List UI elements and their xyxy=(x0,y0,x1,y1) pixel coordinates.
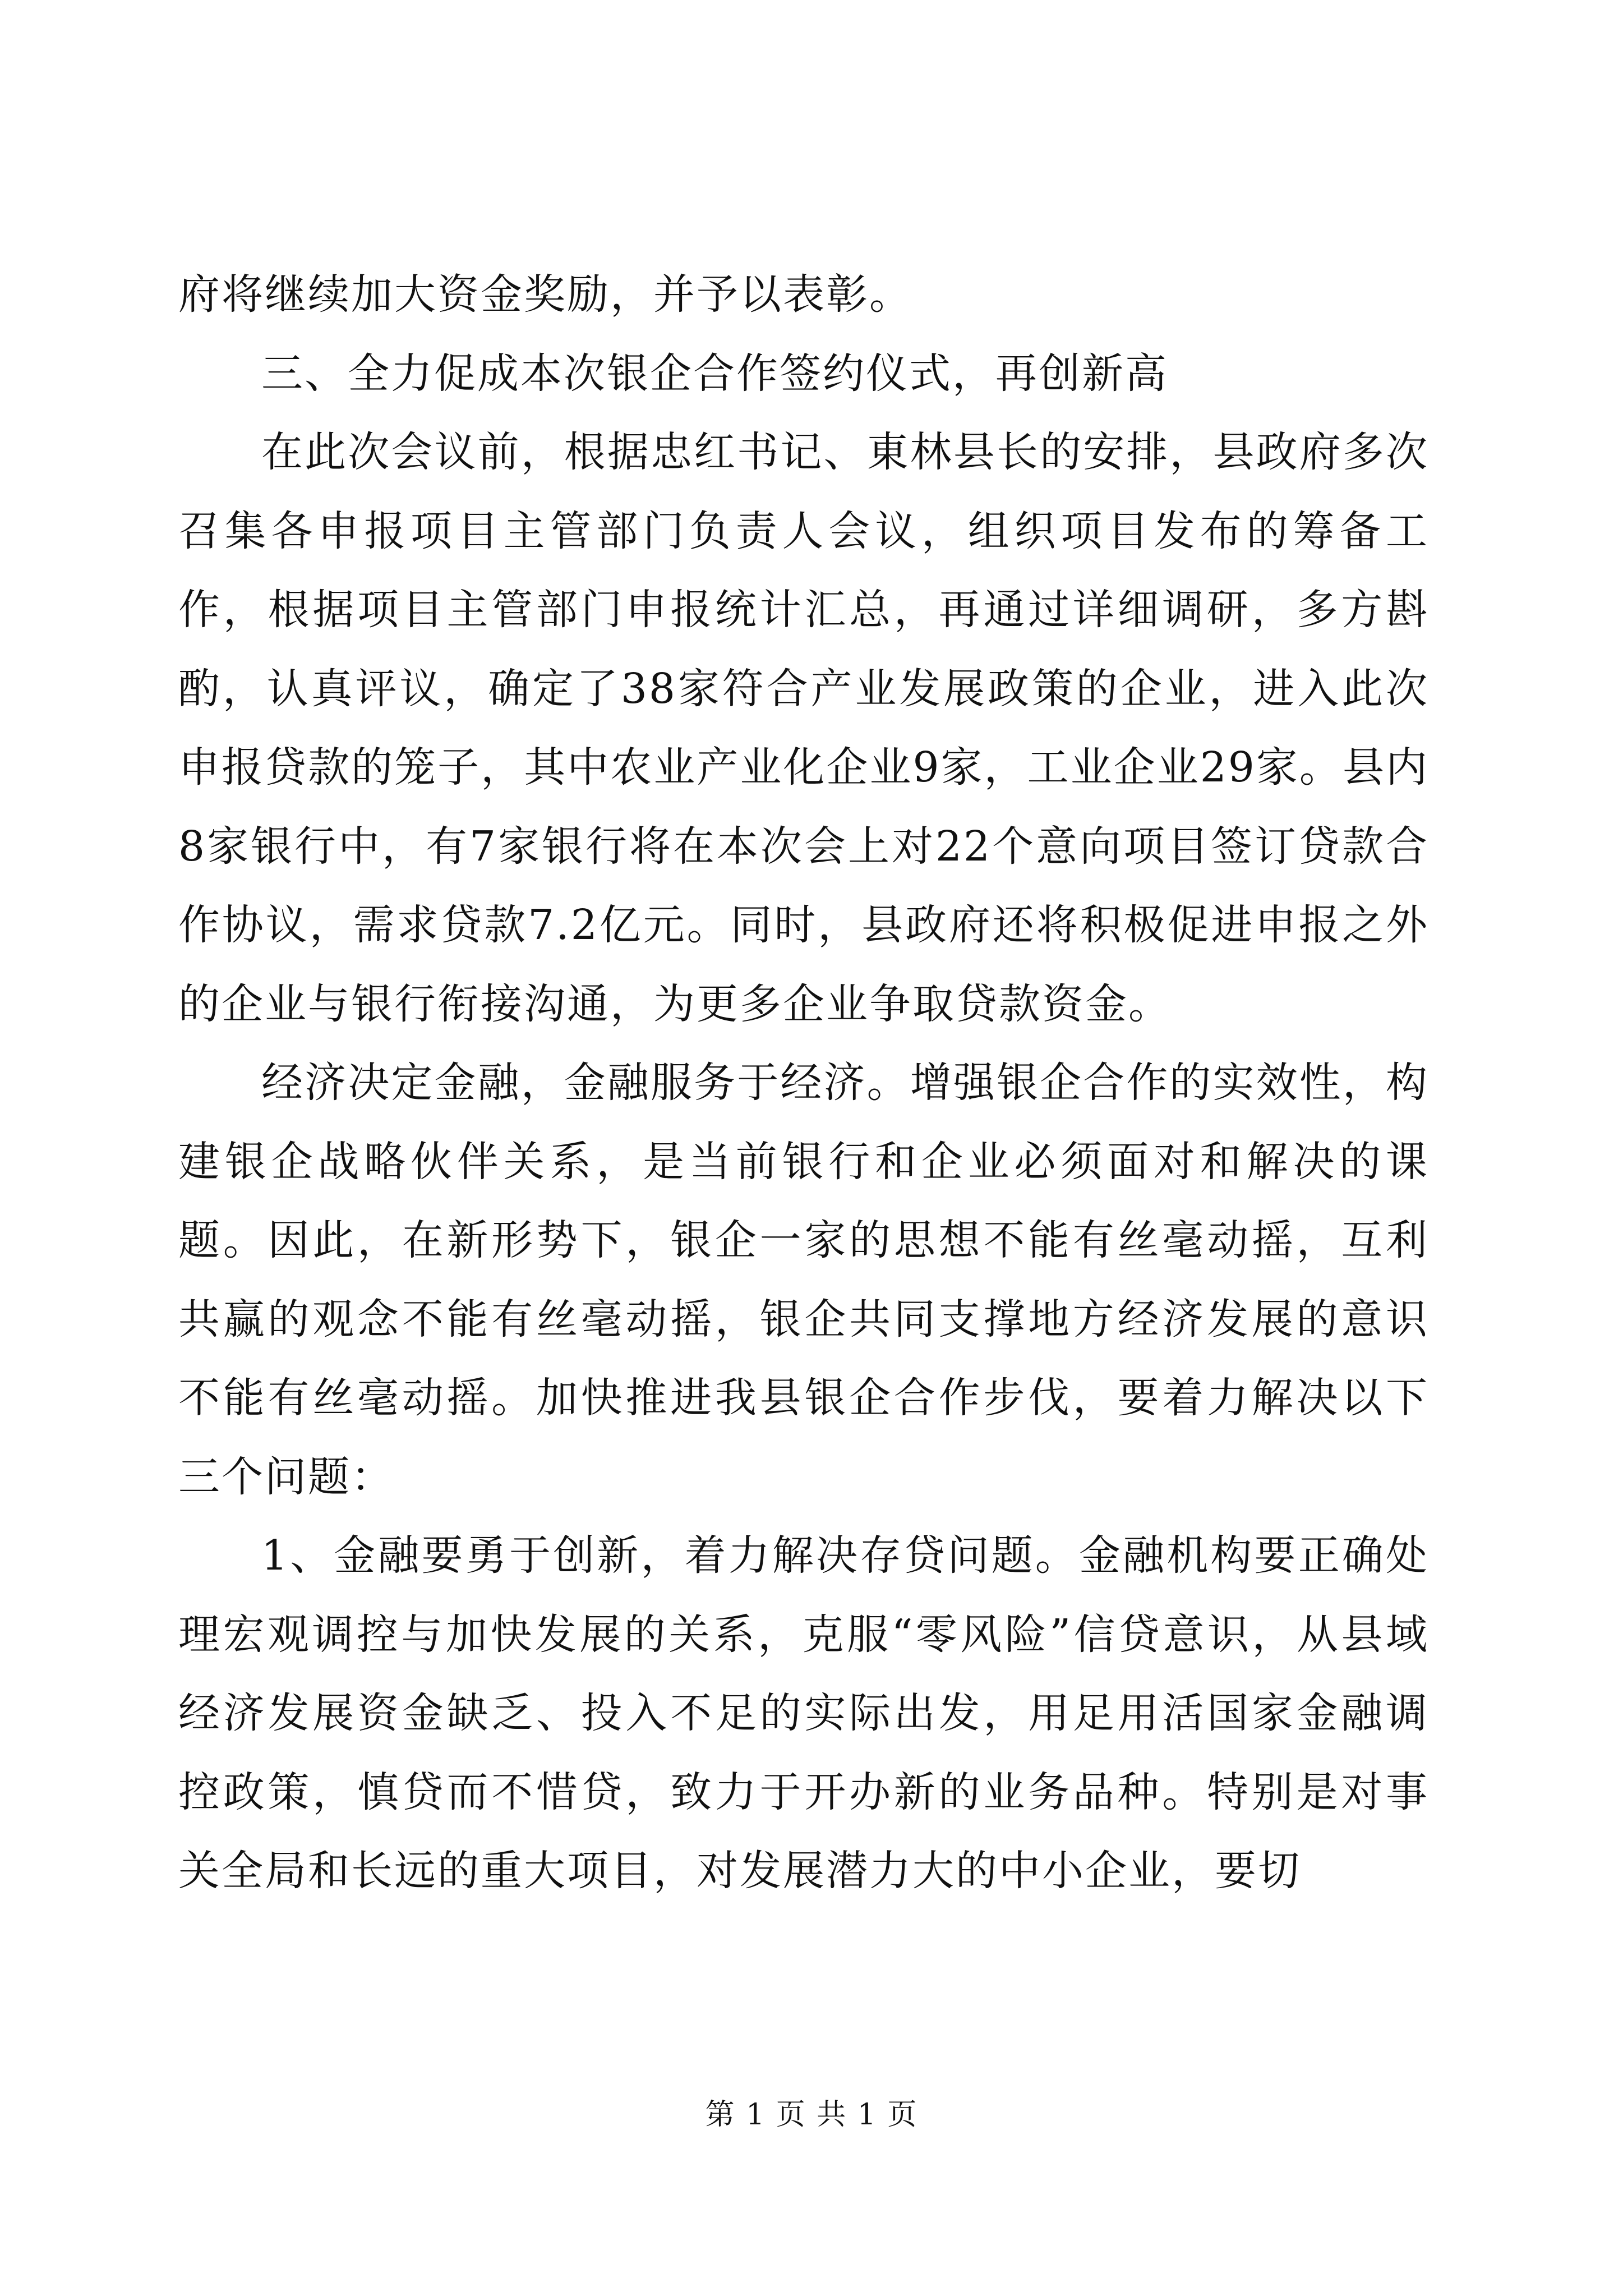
paragraph: 1、金融要勇于创新，着力解决存贷问题。金融机构要正确处理宏观调控与加快发展的关系，克服“零风险”信贷意识，从县域经济发展资金缺乏、投入不足的实际出发，用足用活国家金融调控政策，慎贷而不惜贷，致力于开办新的业务品种。特别是对事关全局和长远的重大项目，对发展潜力大的中小企业，要切 xyxy=(178,1531,1429,1895)
paragraph-continuation: 府将继续加大资金奖励，并予以表彰。 xyxy=(178,270,912,319)
page-footer: 第 1 页 共 1 页 xyxy=(705,2098,918,2132)
document-body xyxy=(178,255,1429,1911)
section-heading: 三、全力促成本次银企合作签约仪式，再创新高 xyxy=(261,349,1168,398)
paragraph: 经济决定金融，金融服务于经济。增强银企合作的实效性，构建银企战略伙伴关系，是当前银行和企业必须面对和解决的课题。因此，在新形势下，银企一家的思想不能有丝毫动摇，互利共赢的观念不能有丝毫动摇，银企共同支撑地方经济发展的意识不能有丝毫动摇。加快推进我县银企合作步伐，要着力解决以下三个问题： xyxy=(178,1059,1429,1501)
paragraph: 在此次会议前，根据忠红书记、東林县长的安排，县政府多次召集各申报项目主管部门负责人会议，组织项目发布的筹备工作，根据项目主管部门申报统计汇总，再通过详细调研，多方斟酌，认真评议，确定了38家符合产业发展政策的企业，进入此次申报贷款的笼子，其中农业产业化企业9家，工业企业29家。县内8家银行中，有7家银行将在本次会上对22个意向项目签订贷款合作协议，需求贷款7.2亿元。同时，县政府还将积极促进申报之外的企业与银行衔接沟通，为更多企业争取贷款资金。 xyxy=(178,428,1429,1028)
